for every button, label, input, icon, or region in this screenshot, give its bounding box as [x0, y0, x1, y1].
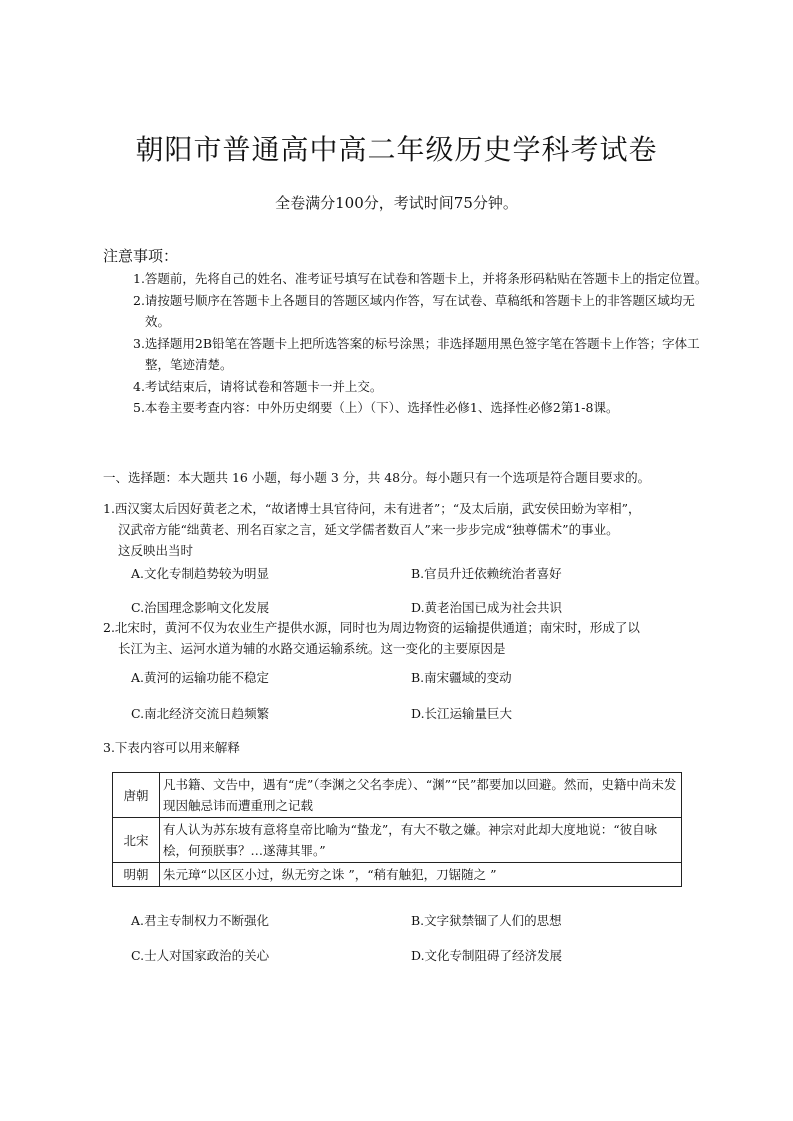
q2-option-b[interactable]: B.南宋疆域的变动 [411, 670, 512, 685]
question-3-stem [103, 737, 693, 758]
q1-option-b[interactable]: B.官员升迁依赖统治者喜好 [411, 566, 562, 581]
q1-option-a[interactable]: A.文化专制趋势较为明显 [131, 566, 270, 581]
table-era-cell: 唐朝 [113, 773, 160, 818]
table-era-cell: 明朝 [113, 863, 160, 887]
question-1-stem [103, 498, 693, 561]
notice-item: 2.请按题号顺序在答题卡上各题目的答题区域内作答，写在试卷、草稿纸和答题卡上的非答题区域均无效。 [133, 292, 695, 329]
stem-line: 这反映出当时 [118, 543, 194, 558]
q2-option-d[interactable]: D.长江运输量巨大 [411, 706, 513, 721]
notice-heading: 注意事项： [103, 247, 179, 265]
stem-line: 长江为主、运河水道为辅的水路交通运输系统。这一变化的主要原因是 [118, 641, 506, 656]
table-row [113, 773, 682, 818]
table-era-cell: 北宋 [113, 818, 160, 863]
notice-item: 1.答题前，先将自己的姓名、准考证号填写在试卷和答题卡上，并将条形码粘贴在答题卡上的指定位置。 [133, 271, 708, 286]
q1-option-d[interactable]: D.黄老治国已成为社会共识 [411, 600, 563, 615]
q3-option-d[interactable]: D.文化专制阻碍了经济发展 [411, 948, 563, 963]
table-row [113, 863, 682, 887]
notice-item: 3.选择题用2B铅笔在答题卡上把所选答案的标号涂黑；非选择题用黑色签字笔在答题卡上作答；字体工整，笔迹清楚。 [133, 335, 700, 372]
notice-item: 4.考试结束后，请将试卷和答题卡一并上交。 [133, 378, 383, 394]
question-3-table [112, 772, 682, 887]
section-intro: 一、选择题：本大题共 16 小题，每小题 3 分，共 48分。每小题只有一个选项是符合题目要求的。 [103, 470, 651, 485]
table-text-cell: 朱元璋“以区区小过，纵无穷之诛 ”，“稍有触犯，刀锯随之 ” [160, 863, 682, 887]
q3-option-c[interactable]: C.士人对国家政治的关心 [131, 948, 270, 963]
stem-line: 3.下表内容可以用来解释 [103, 740, 240, 755]
notice-list [133, 268, 708, 419]
stem-line: 汉武帝方能“绌黄老、刑名百家之言，延文学儒者数百人”来一步步完成“独尊儒术”的事业。 [118, 522, 619, 537]
table-text-cell: 凡书籍、文告中，遇有“虎”（李渊之父名李虎）、“渊”“民”都要加以回避。然而，史籍中尚未发现因触忌讳而遭重刑之记载 [160, 773, 682, 818]
q2-option-a[interactable]: A.黄河的运输功能不稳定 [131, 670, 270, 685]
table-text-cell: 有人认为苏东坡有意将皇帝比喻为“蛰龙”，有大不敬之嫌。神宗对此却大度地说：“彼自咏桧，何预朕事？…遂薄其罪。” [160, 818, 682, 863]
stem-line: 2.北宋时，黄河不仅为农业生产提供水源，同时也为周边物资的运输提供通道；南宋时，形成了以 [103, 620, 640, 635]
q2-option-c[interactable]: C.南北经济交流日趋频繁 [131, 706, 270, 721]
q1-option-c[interactable]: C.治国理念影响文化发展 [131, 600, 270, 615]
notice-item: 5.本卷主要考查内容：中外历史纲要（上）（下）、选择性必修1、选择性必修2第1-8课。 [133, 400, 619, 415]
table-row [113, 818, 682, 863]
q3-option-b[interactable]: B.文字狱禁锢了人们的思想 [411, 913, 562, 928]
stem-line: 1.西汉窦太后因好黄老之术，“故诸博士具官待问，未有进者”；“及太后崩，武安侯田蚡为宰相”， [103, 501, 641, 516]
exam-subtitle: 全卷满分100分，考试时间75分钟。 [275, 194, 518, 212]
exam-title: 朝阳市普通高中高二年级历史学科考试卷 [135, 133, 658, 166]
question-2-stem [103, 617, 693, 659]
q3-option-a[interactable]: A.君主专制权力不断强化 [131, 913, 270, 928]
